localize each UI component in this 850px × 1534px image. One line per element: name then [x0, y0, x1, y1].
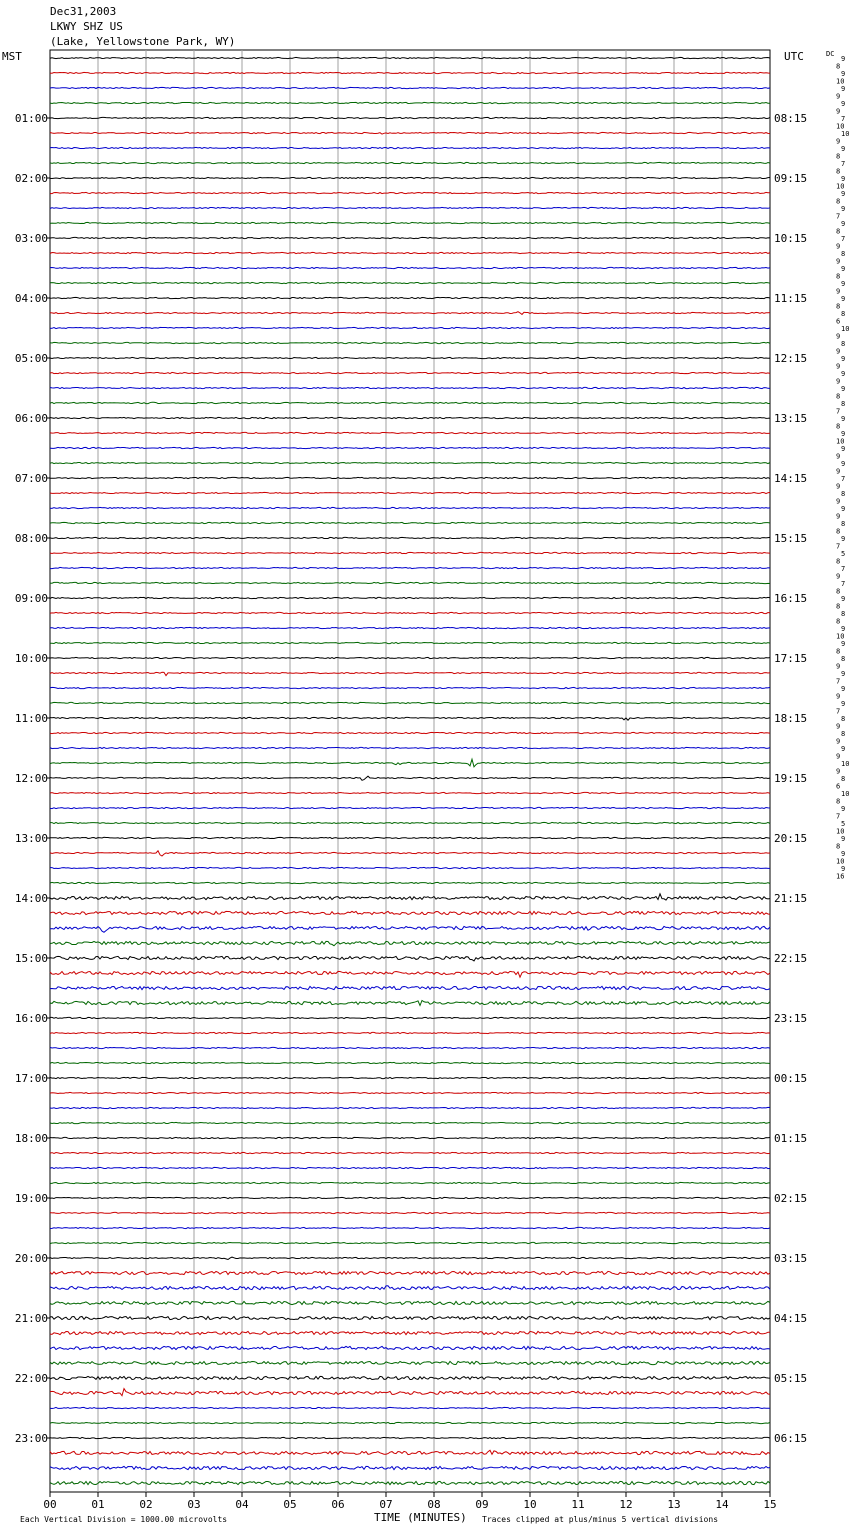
mst-hour-label: 22:00 [14, 1372, 48, 1385]
x-tick-label: 04 [235, 1498, 249, 1511]
utc-hour-label: 02:15 [774, 1192, 808, 1205]
utc-hour-label: 09:15 [774, 172, 808, 185]
dc-offset-value: 10 [836, 77, 845, 86]
trace-line [50, 776, 770, 780]
trace-line [50, 1376, 770, 1379]
mst-hour-label: 08:00 [14, 532, 48, 545]
trace-line [50, 837, 770, 838]
dc-offset-value: 8 [836, 62, 841, 71]
mst-hour-label: 14:00 [14, 892, 48, 905]
trace-line [50, 1017, 770, 1018]
dc-offset-value: 9 [836, 512, 841, 521]
dc-offset-value: 7 [841, 565, 846, 573]
trace-line [50, 192, 770, 193]
trace-line [50, 342, 770, 343]
trace-line [50, 222, 770, 223]
dc-offset-value: 8 [836, 527, 841, 536]
dc-offset-value: 10 [836, 632, 845, 641]
trace-line [50, 582, 770, 583]
trace-line [50, 1137, 770, 1138]
dc-offset-value: 8 [841, 340, 846, 348]
dc-offset-value: 7 [836, 542, 841, 551]
header-station: LKWY SHZ US [50, 20, 123, 33]
dc-offset-value: 9 [841, 430, 846, 438]
dc-offset-value: 9 [841, 190, 846, 198]
utc-hour-label: 10:15 [774, 232, 808, 245]
dc-offset-value: 9 [841, 535, 846, 543]
dc-offset-value: 9 [836, 362, 841, 371]
header-location: (Lake, Yellowstone Park, WY) [50, 35, 236, 48]
dc-offset-value: 9 [841, 850, 846, 858]
dc-offset-value: 6 [836, 782, 841, 791]
trace-line [50, 867, 770, 868]
trace-line [50, 1152, 770, 1153]
dc-offset-value: 9 [836, 692, 841, 701]
dc-offset-value: 9 [841, 70, 846, 78]
mst-hour-label: 20:00 [14, 1252, 48, 1265]
utc-hour-label: 08:15 [774, 112, 808, 125]
dc-offset-value: 10 [836, 122, 845, 131]
dc-offset-value: 8 [836, 587, 841, 596]
trace-line [50, 657, 770, 658]
utc-hour-label: 16:15 [774, 592, 808, 605]
trace-line [50, 1077, 770, 1078]
trace-line [50, 1361, 770, 1364]
dc-offset-value: 9 [841, 265, 846, 273]
utc-hour-label: 00:15 [774, 1072, 808, 1085]
trace-line [50, 1466, 770, 1469]
trace-line [50, 327, 770, 328]
trace-line [50, 252, 770, 253]
trace-line [50, 147, 770, 148]
dc-offset-value: 9 [836, 377, 841, 386]
dc-offset-value: 9 [841, 700, 846, 708]
x-tick-label: 09 [475, 1498, 489, 1511]
footer-clip-note: Traces clipped at plus/minus 5 vertical divisions [482, 1515, 719, 1524]
utc-hour-label: 13:15 [774, 412, 808, 425]
mst-hour-label: 23:00 [14, 1432, 48, 1445]
dc-offset-value: 8 [841, 655, 846, 663]
utc-hour-label: 20:15 [774, 832, 808, 845]
trace-line [50, 627, 770, 628]
trace-line [50, 672, 770, 675]
trace-line [50, 986, 770, 989]
dc-offset-value: 7 [841, 475, 846, 483]
utc-hour-label: 14:15 [774, 472, 808, 485]
trace-line [50, 1407, 770, 1408]
trace-line [50, 1122, 770, 1123]
utc-hour-label: 22:15 [774, 952, 808, 965]
mst-hour-label: 06:00 [14, 412, 48, 425]
trace-line [50, 1062, 770, 1063]
trace-line [50, 1286, 770, 1290]
trace-line [50, 687, 770, 688]
dc-offset-value: 9 [841, 865, 846, 873]
trace-line [50, 477, 770, 478]
trace-line [50, 702, 770, 703]
dc-offset-value: 9 [836, 257, 841, 266]
dc-offset-value: 8 [836, 227, 841, 236]
trace-line [50, 312, 770, 315]
trace-line [50, 792, 770, 793]
utc-hour-label: 05:15 [774, 1372, 808, 1385]
utc-hour-label: 03:15 [774, 1252, 808, 1265]
dc-offset-value: 9 [836, 662, 841, 671]
x-tick-label: 01 [91, 1498, 105, 1511]
dc-offset-value: 8 [841, 520, 846, 528]
left-timezone-label: MST [2, 50, 22, 63]
dc-offset-value: 9 [841, 100, 846, 108]
dc-offset-value: 9 [841, 385, 846, 393]
dc-offset-value: 9 [836, 137, 841, 146]
dc-offset-value: 10 [836, 857, 845, 866]
trace-line [50, 537, 770, 538]
dc-offset-value: 8 [836, 797, 841, 806]
dc-offset-value: 8 [836, 617, 841, 626]
trace-line [50, 387, 770, 388]
header-date: Dec31,2003 [50, 5, 117, 18]
trace-line [50, 237, 770, 238]
utc-hour-label: 23:15 [774, 1012, 808, 1025]
utc-hour-label: 17:15 [774, 652, 808, 665]
trace-line [50, 402, 770, 403]
utc-hour-label: 11:15 [774, 292, 808, 305]
mst-hour-label: 21:00 [14, 1312, 48, 1325]
trace-line [50, 1167, 770, 1168]
trace-line [50, 1212, 770, 1213]
mst-hour-label: 13:00 [14, 832, 48, 845]
plot-frame [50, 50, 770, 1492]
dc-offset-value: 8 [841, 310, 846, 318]
trace-line [50, 417, 770, 418]
dc-offset-value: 8 [841, 730, 846, 738]
trace-line [50, 597, 770, 598]
trace-line [50, 57, 770, 58]
dc-offset-value: 9 [841, 55, 846, 63]
trace-line [50, 522, 770, 523]
dc-offset-value: 5 [841, 820, 846, 828]
trace-line [50, 1092, 770, 1093]
dc-offset-value: 7 [841, 160, 846, 168]
dc-offset-value: 10 [841, 790, 850, 798]
dc-offset-value: 8 [841, 400, 846, 408]
trace-line [50, 1346, 770, 1349]
dc-offset-value: 8 [836, 602, 841, 611]
dc-offset-value: 9 [841, 280, 846, 288]
mst-hour-label: 18:00 [14, 1132, 48, 1145]
trace-line [50, 372, 770, 373]
dc-offset-value: 8 [836, 557, 841, 566]
dc-offset-value: 8 [836, 422, 841, 431]
x-tick-label: 06 [331, 1498, 345, 1511]
dc-offset-value: 9 [841, 745, 846, 753]
dc-offset-value: 7 [836, 677, 841, 686]
trace-line [50, 1197, 770, 1198]
dc-offset-value: 9 [836, 287, 841, 296]
dc-offset-value: 8 [836, 152, 841, 161]
dc-label: DC [826, 50, 835, 58]
trace-line [50, 1032, 770, 1033]
mst-hour-label: 15:00 [14, 952, 48, 965]
dc-offset-value: 9 [836, 737, 841, 746]
dc-offset-value: 9 [836, 752, 841, 761]
dc-offset-value: 10 [841, 325, 850, 333]
dc-offset-value: 9 [841, 640, 846, 648]
x-tick-label: 14 [715, 1498, 729, 1511]
trace-line [50, 926, 770, 932]
dc-offset-value: 9 [841, 460, 846, 468]
dc-offset-value: 7 [836, 812, 841, 821]
trace-line [50, 1271, 770, 1274]
dc-offset-value: 7 [836, 407, 841, 416]
trace-line [50, 447, 770, 448]
dc-offset-value: 7 [836, 212, 841, 221]
trace-line [50, 941, 770, 945]
trace-line [50, 1227, 770, 1228]
dc-offset-value: 9 [841, 445, 846, 453]
dc-offset-value: 8 [836, 167, 841, 176]
trace-line [50, 882, 770, 883]
trace-line [50, 807, 770, 808]
mst-hour-label: 19:00 [14, 1192, 48, 1205]
trace-line [50, 162, 770, 163]
trace-line [50, 117, 770, 118]
dc-offset-value: 9 [836, 332, 841, 341]
x-tick-label: 15 [763, 1498, 777, 1511]
trace-line [50, 1316, 770, 1319]
trace-line [50, 357, 770, 358]
footer-scale: Each Vertical Division = 1000.00 microvolts [20, 1515, 228, 1524]
trace-line [50, 717, 770, 720]
utc-hour-label: 19:15 [774, 772, 808, 785]
dc-offset-value: 9 [836, 497, 841, 506]
trace-line [50, 492, 770, 493]
dc-offset-value: 10 [841, 760, 850, 768]
mst-hour-label: 05:00 [14, 352, 48, 365]
trace-line [50, 851, 770, 856]
trace-line [50, 1389, 770, 1396]
dc-offset-value: 9 [841, 805, 846, 813]
dc-offset-value: 9 [836, 242, 841, 251]
x-tick-label: 00 [43, 1498, 57, 1511]
trace-line [50, 1257, 770, 1259]
dc-offset-value: 9 [841, 220, 846, 228]
trace-line [50, 552, 770, 553]
mst-hour-label: 10:00 [14, 652, 48, 665]
mst-hour-label: 02:00 [14, 172, 48, 185]
dc-offset-value: 9 [841, 685, 846, 693]
x-tick-label: 07 [379, 1498, 393, 1511]
dc-offset-value: 9 [836, 452, 841, 461]
mst-hour-label: 09:00 [14, 592, 48, 605]
x-tick-label: 13 [667, 1498, 681, 1511]
trace-line [50, 911, 770, 914]
dc-offset-value: 8 [841, 715, 846, 723]
trace-line [50, 612, 770, 613]
dc-offset-value: 9 [836, 347, 841, 356]
dc-offset-value: 8 [836, 302, 841, 311]
trace-line [50, 207, 770, 208]
trace-line [50, 1450, 770, 1454]
trace-line [50, 507, 770, 508]
mst-hour-label: 12:00 [14, 772, 48, 785]
mst-hour-label: 17:00 [14, 1072, 48, 1085]
dc-offset-value: 9 [841, 205, 846, 213]
trace-line [50, 1437, 770, 1438]
dc-offset-value: 9 [836, 467, 841, 476]
trace-line [50, 732, 770, 733]
trace-line [50, 894, 770, 900]
mst-hour-label: 04:00 [14, 292, 48, 305]
x-tick-label: 11 [571, 1498, 585, 1511]
utc-hour-label: 01:15 [774, 1132, 808, 1145]
x-tick-label: 02 [139, 1498, 153, 1511]
trace-line [50, 132, 770, 134]
dc-offset-value: 9 [841, 370, 846, 378]
utc-hour-label: 15:15 [774, 532, 808, 545]
dc-offset-value: 8 [836, 197, 841, 206]
dc-offset-value: 9 [836, 722, 841, 731]
mst-hour-label: 11:00 [14, 712, 48, 725]
dc-offset-value: 8 [836, 842, 841, 851]
mst-hour-label: 01:00 [14, 112, 48, 125]
dc-offset-value: 9 [841, 625, 846, 633]
dc-offset-value: 9 [836, 767, 841, 776]
trace-line [50, 1107, 770, 1108]
dc-offset-value: 9 [836, 572, 841, 581]
dc-offset-value: 7 [836, 707, 841, 716]
dc-offset-value: 10 [836, 827, 845, 836]
trace-line [50, 956, 770, 961]
right-timezone-label: UTC [784, 50, 804, 63]
trace-line [50, 1242, 770, 1243]
utc-hour-label: 12:15 [774, 352, 808, 365]
trace-line [50, 297, 770, 298]
trace-line [50, 87, 770, 88]
x-tick-label: 10 [523, 1498, 537, 1511]
dc-offset-value: 8 [836, 647, 841, 656]
utc-hour-label: 21:15 [774, 892, 808, 905]
utc-hour-label: 06:15 [774, 1432, 808, 1445]
dc-offset-value: 6 [836, 317, 841, 326]
mst-hour-label: 07:00 [14, 472, 48, 485]
dc-offset-value: 8 [836, 272, 841, 281]
dc-offset-value: 9 [841, 145, 846, 153]
trace-line [50, 971, 770, 977]
dc-offset-value: 9 [841, 355, 846, 363]
dc-offset-value: 9 [836, 107, 841, 116]
dc-offset-value: 8 [841, 610, 846, 618]
dc-offset-value: 8 [841, 250, 846, 258]
utc-hour-label: 18:15 [774, 712, 808, 725]
trace-line [50, 1001, 770, 1006]
dc-offset-value: 8 [841, 490, 846, 498]
trace-line [50, 747, 770, 748]
dc-offset-value: 5 [841, 550, 846, 558]
dc-offset-value: 7 [841, 580, 846, 588]
trace-line [50, 432, 770, 433]
dc-offset-value: 9 [841, 175, 846, 183]
dc-offset-value: 9 [841, 835, 846, 843]
trace-line [50, 1182, 770, 1183]
x-tick-label: 12 [619, 1498, 633, 1511]
trace-line [50, 822, 770, 823]
trace-line [50, 177, 770, 178]
trace-line [50, 462, 770, 463]
dc-offset-value: 7 [841, 235, 846, 243]
trace-line [50, 1301, 770, 1304]
dc-offset-value: 9 [836, 482, 841, 491]
dc-offset-value: 7 [841, 115, 846, 123]
dc-offset-value: 9 [841, 85, 846, 93]
dc-offset-value: 9 [841, 415, 846, 423]
x-tick-label: 05 [283, 1498, 297, 1511]
trace-line [50, 102, 770, 103]
x-tick-label: 03 [187, 1498, 201, 1511]
dc-offset-value: 9 [841, 505, 846, 513]
dc-offset-value: 9 [836, 92, 841, 101]
x-tick-label: 08 [427, 1498, 441, 1511]
trace-line [50, 1481, 770, 1484]
mst-hour-label: 16:00 [14, 1012, 48, 1025]
trace-line [50, 759, 770, 767]
dc-offset-value: 8 [836, 392, 841, 401]
trace-line [50, 567, 770, 568]
x-axis-label: TIME (MINUTES) [374, 1511, 467, 1524]
trace-line [50, 1331, 770, 1334]
dc-offset-value: 8 [841, 775, 846, 783]
trace-line [50, 1422, 770, 1423]
trace-line [50, 1047, 770, 1048]
dc-offset-value: 16 [836, 872, 845, 881]
dc-offset-value: 9 [841, 295, 846, 303]
dc-offset-value: 10 [841, 130, 850, 138]
dc-offset-value: 9 [841, 670, 846, 678]
trace-line [50, 72, 770, 73]
trace-line [50, 267, 770, 268]
mst-hour-label: 03:00 [14, 232, 48, 245]
dc-offset-value: 9 [841, 595, 846, 603]
dc-offset-value: 10 [836, 437, 845, 446]
utc-hour-label: 04:15 [774, 1312, 808, 1325]
trace-line [50, 642, 770, 643]
dc-offset-value: 10 [836, 182, 845, 191]
trace-line [50, 282, 770, 283]
